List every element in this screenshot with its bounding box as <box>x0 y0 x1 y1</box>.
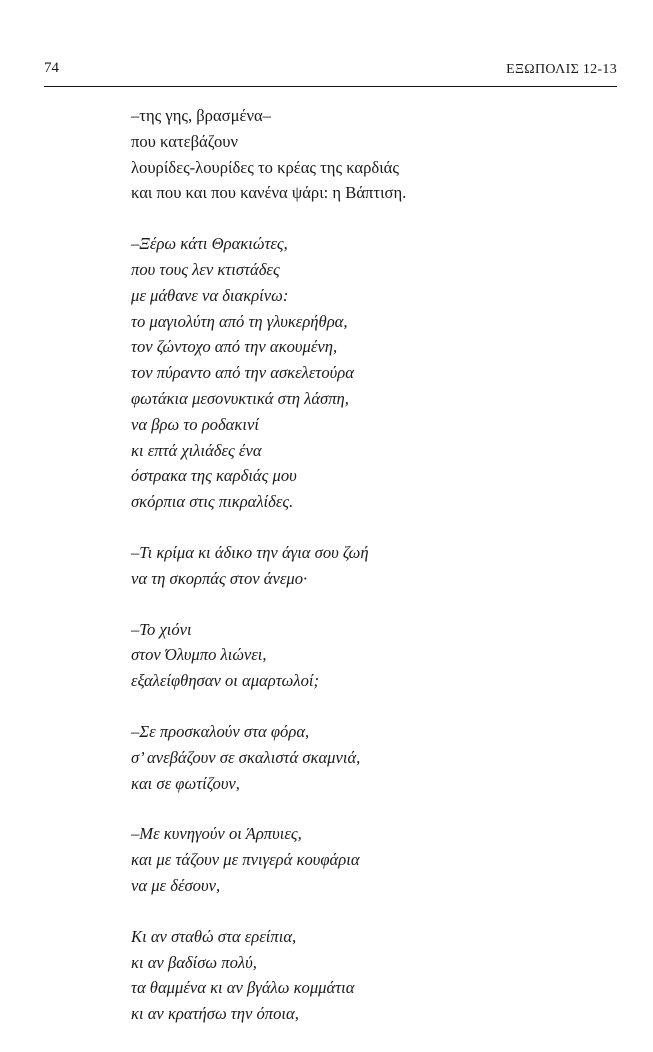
poem-line: να βρω το ροδακινί <box>131 414 259 434</box>
poem-line: κι αν κρατήσω την όποια, <box>131 1004 299 1024</box>
running-head: ΕΞΩΠΟΛΙΣ 12-13 <box>506 62 617 77</box>
poem-line: τον ζώντοχο από την ακουμένη, <box>131 337 338 357</box>
poem-line: κι επτά χιλιάδες ένα <box>131 440 262 460</box>
poem-line: –Το χιόνι <box>131 619 192 639</box>
poem-line: –Ξέρω κάτι Θρακιώτες, <box>131 234 288 254</box>
poem-line: εξαλείφθησαν οι αμαρτωλοί; <box>131 671 320 691</box>
stanza <box>131 231 631 515</box>
poem-line: που τους λεν κτιστάδες <box>131 259 280 279</box>
poem-line: λουρίδες-λουρίδες το κρέας της καρδιάς <box>131 157 399 177</box>
poem-line: τον πύραντο από την ασκελετούρα <box>131 363 354 383</box>
poem-line: Κι αν σταθώ στα ερείπια, <box>131 926 297 946</box>
poem-line: κι αν βαδίσω πολύ, <box>131 952 257 972</box>
poem-line: φωτάκια μεσονυκτικά στη λάσπη, <box>131 388 349 408</box>
poem-line: με μάθανε να διακρίνω: <box>131 285 289 305</box>
poem-line: –της γης, βρασμένα– <box>131 106 271 125</box>
poem-line: –Με κυνηγούν οι Άρπυιες, <box>131 824 302 844</box>
stanza <box>131 617 631 694</box>
poem-line: όστρακα της καρδιάς μου <box>131 466 297 486</box>
stanza <box>131 821 631 898</box>
stanza <box>131 924 631 1027</box>
poem-line: σ’ ανεβάζουν σε σκαλιστά σκαμνιά, <box>131 747 361 767</box>
poem-line: –Τι κρίμα κι άδικο την άγια σου ζωή <box>131 542 369 562</box>
page-number: 74 <box>44 60 59 76</box>
poem-line: να με δέσουν, <box>131 875 221 895</box>
poem-line: και σε φωτίζουν, <box>131 773 240 793</box>
poem-line: και με τάζουν με πνιγερά κουφάρια <box>131 850 360 870</box>
poem-line: να τη σκορπάς στον άνεμο· <box>131 568 308 588</box>
stanza <box>131 719 631 796</box>
poem-line: και που και που κανένα ψάρι: η Βάπτιση. <box>131 183 407 203</box>
poem-line: τα θαμμένα κι αν βγάλω κομμάτια <box>131 978 355 998</box>
stanza <box>131 540 631 592</box>
stanza <box>131 103 631 206</box>
poem-line: σκόρπια στις πικραλίδες. <box>131 492 294 512</box>
poem-body <box>131 103 631 1052</box>
poem-line: –Σε προσκαλούν στα φόρα, <box>131 721 310 741</box>
poem-line: στον Όλυμπο λιώνει, <box>131 645 267 665</box>
header-rule <box>44 86 617 87</box>
poem-line: το μαγιολύτη από τη γλυκερήθρα, <box>131 311 348 331</box>
poem-line: που κατεβάζουν <box>131 131 238 151</box>
